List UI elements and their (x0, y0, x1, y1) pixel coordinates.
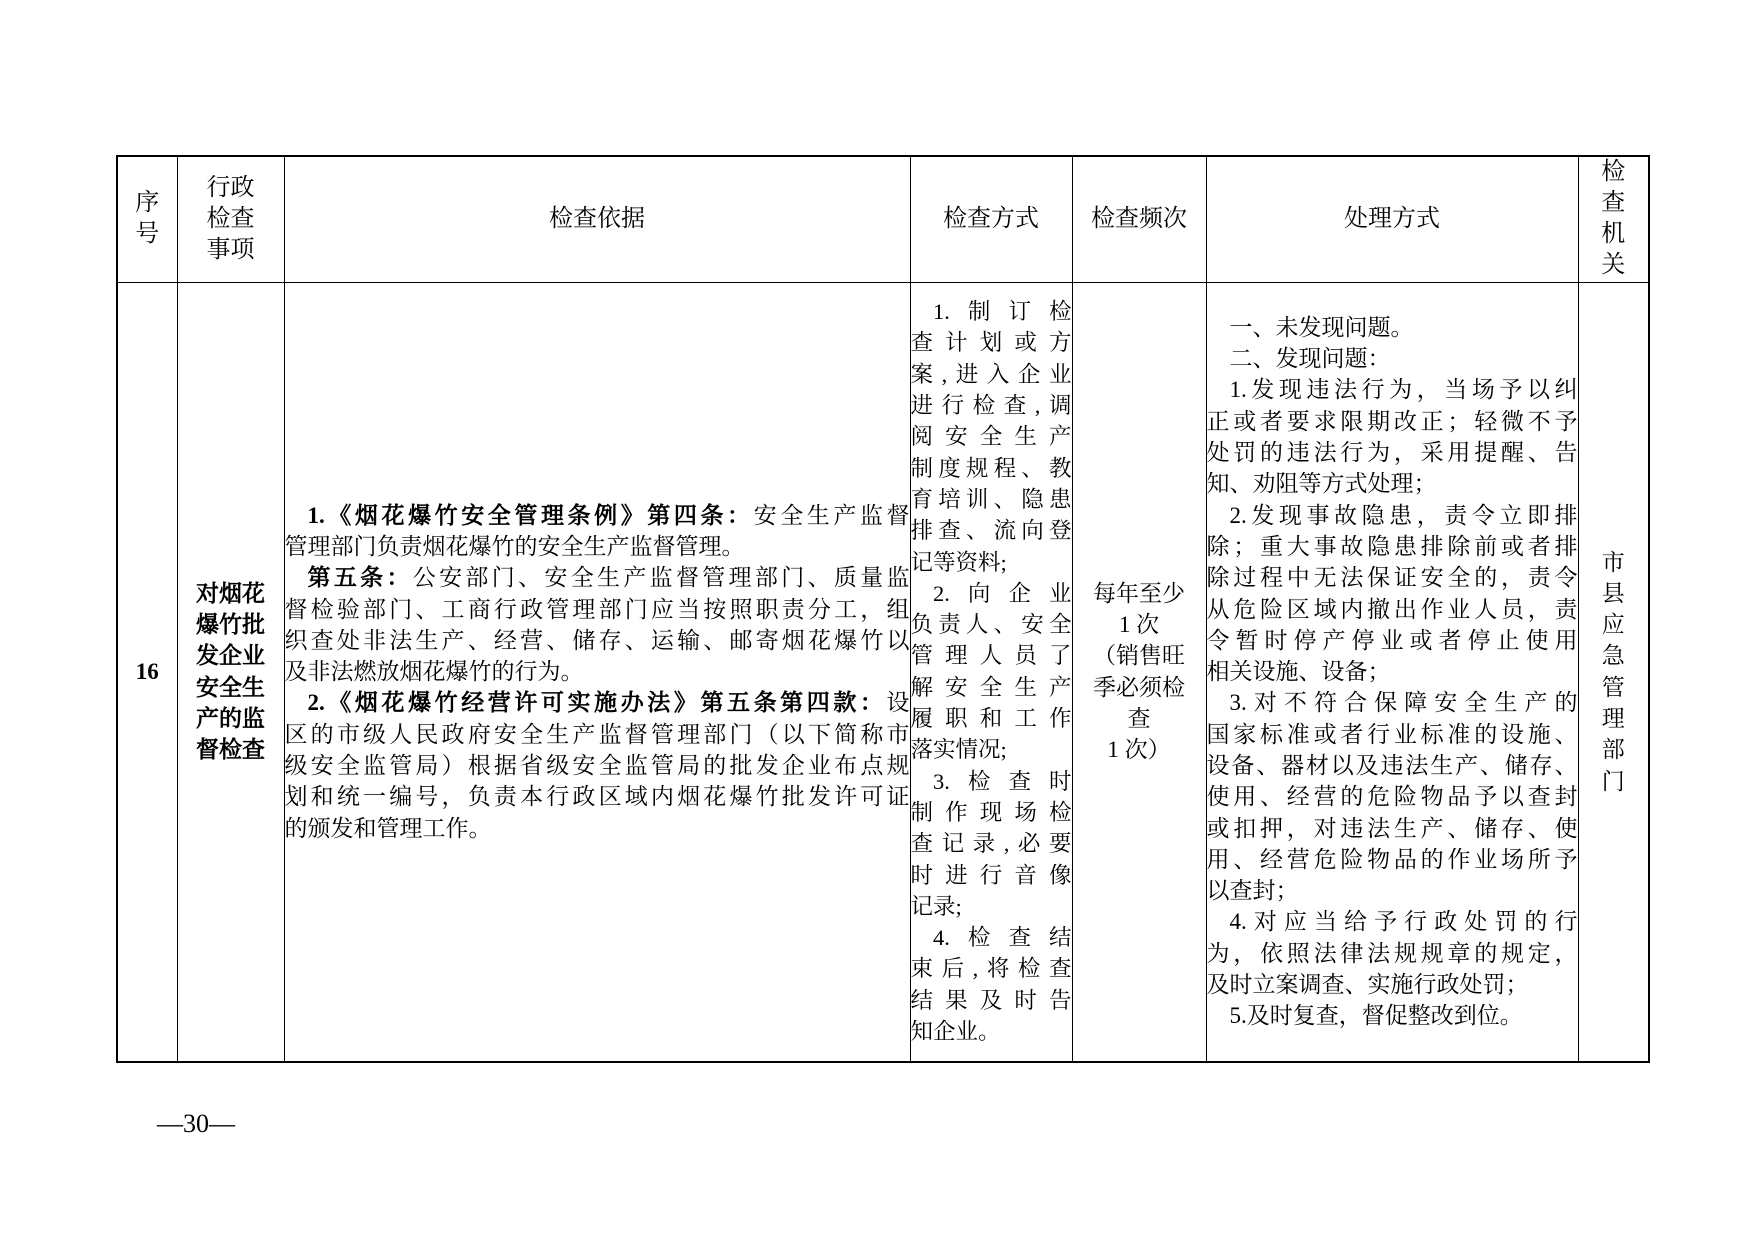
header-item-line: 行政 (206, 174, 255, 201)
item-line: 安全生 (196, 674, 265, 700)
header-authority-line: 查 (1601, 190, 1626, 217)
header-seq (117, 156, 177, 282)
header-handling-label: 处理方式 (1344, 205, 1440, 232)
header-authority (1578, 156, 1649, 282)
handling-line: 正或者要求限期改正；轻微不予 (1206, 408, 1578, 434)
row-frequency-cell (1072, 282, 1206, 1062)
method-line: 负责人、安全 (910, 612, 1072, 638)
basis-clause-label: 第五条： (307, 565, 413, 591)
basis-line: 督检验部门、工商行政管理部门应当按照职责分工，组 (284, 596, 910, 622)
table-header-row (117, 156, 1649, 282)
authority-line: 应 (1601, 612, 1625, 638)
handling-line: 4.对应当给予行政处罚的行 (1229, 909, 1578, 935)
handling-line: 5.及时复查，督促整改到位。 (1229, 1003, 1523, 1029)
frequency-line: 查 (1127, 706, 1151, 732)
item-line: 督检查 (196, 737, 265, 763)
header-method-label: 检查方式 (943, 205, 1039, 232)
handling-line: 从危险区域内撤出作业人员，责 (1206, 596, 1578, 622)
method-line: 进行检查,调 (910, 393, 1072, 419)
header-authority-line: 机 (1601, 221, 1626, 248)
row-item-cell (177, 282, 284, 1062)
header-item (177, 156, 284, 282)
frequency-line: 1 次） (1107, 737, 1171, 763)
basis-text: 设 (886, 690, 910, 716)
handling-line: 用、经营危险物品的作业场所予 (1206, 846, 1578, 872)
method-line: 阅安全生产 (910, 424, 1072, 450)
basis-line (285, 562, 910, 593)
handling-line: 一、未发现问题。 (1229, 314, 1414, 340)
authority-line: 急 (1601, 643, 1625, 669)
frequency-line: （销售旺 (1093, 643, 1185, 669)
basis-line: 的颁发和管理工作。 (284, 815, 492, 841)
authority-line: 理 (1601, 706, 1625, 732)
authority-line: 县 (1601, 580, 1625, 606)
basis-line: 管理部门负责烟花爆竹的安全生产监督管理。 (284, 533, 745, 559)
header-method (910, 156, 1072, 282)
table-row (117, 282, 1649, 1062)
method-line: 案,进入企业 (910, 361, 1072, 387)
method-line: 解安全生产 (910, 674, 1072, 700)
method-line: 知企业。 (910, 1019, 1001, 1045)
handling-line: 令暂时停产停业或者停止使用 (1206, 627, 1578, 653)
method-line: 制度规程、教 (910, 455, 1072, 481)
method-line: 时进行音像 (910, 862, 1072, 888)
handling-line: 相关设施、设备； (1206, 659, 1391, 685)
handling-line: 以查封； (1206, 878, 1299, 904)
header-authority-line: 检 (1601, 159, 1626, 186)
handling-line: 设备、器材以及违法生产、储存、 (1206, 752, 1578, 778)
row-basis-cell (284, 282, 910, 1062)
method-line: 查记录,必要 (910, 831, 1072, 857)
header-seq-line: 号 (135, 221, 160, 248)
basis-line: 级安全监管局）根据省级安全监管局的批发企业布点规 (284, 752, 910, 778)
page-number: —30— (157, 1109, 235, 1138)
authority-line: 部 (1601, 737, 1625, 763)
header-frequency-label: 检查频次 (1091, 205, 1187, 232)
method-line: 3.检查时 (933, 768, 1072, 794)
row-handling-cell (1206, 282, 1578, 1062)
header-item-line: 事项 (206, 236, 255, 263)
handling-line: 国家标准或者行业标准的设施、 (1206, 721, 1578, 747)
method-line: 束后,将检查 (910, 956, 1072, 982)
method-line: 育培训、隐患 (910, 486, 1072, 512)
method-line: 2.向企业 (933, 580, 1072, 606)
method-line: 4.检查结 (933, 925, 1072, 951)
basis-line (285, 500, 910, 531)
method-line: 记录; (910, 893, 962, 919)
basis-text: 安全生产监督 (753, 502, 910, 528)
header-basis-label: 检查依据 (549, 205, 645, 232)
handling-line: 及时立案调查、实施行政处罚； (1206, 972, 1529, 998)
handling-line: 为，依照法律法规规章的规定， (1206, 940, 1578, 966)
method-line: 1.制订检 (933, 299, 1072, 325)
row-authority-cell (1578, 282, 1649, 1062)
item-line: 产的监 (196, 706, 265, 732)
method-line: 落实情况; (910, 737, 1007, 763)
basis-line: 区的市级人民政府安全生产监督管理部门（以下简称市 (284, 721, 910, 747)
method-line: 记等资料; (910, 549, 1007, 575)
handling-line: 除；重大事故隐患排除前或者排 (1206, 533, 1578, 559)
frequency-line: 季必须检 (1093, 674, 1185, 700)
authority-line: 市 (1601, 549, 1625, 575)
method-line: 履职和工作 (910, 706, 1072, 732)
method-line: 结果及时告 (910, 987, 1072, 1013)
basis-clause-label: 2.《烟花爆竹经营许可实施办法》第五条第四款： (307, 690, 887, 716)
basis-line: 织查处非法生产、经营、储存、运输、邮寄烟花爆竹以 (284, 627, 910, 653)
authority-line: 管 (1601, 674, 1625, 700)
basis-clause-label: 1.《烟花爆竹安全管理条例》第四条： (307, 502, 754, 528)
row-seq-number: 16 (135, 659, 159, 685)
handling-line: 除过程中无法保证安全的，责令 (1206, 565, 1578, 591)
handling-line: 2.发现事故隐患，责令立即排 (1229, 502, 1578, 528)
handling-line: 3.对不符合保障安全生产的 (1229, 690, 1578, 716)
item-line: 发企业 (196, 643, 265, 669)
basis-text: 公安部门、安全生产监督管理部门、质量监 (412, 565, 910, 591)
header-authority-line: 关 (1601, 252, 1626, 279)
handling-line: 知、劝阻等方式处理； (1206, 471, 1437, 497)
handling-line: 处罚的违法行为，采用提醒、告 (1206, 440, 1578, 466)
handling-line: 1.发现违法行为，当场予以纠 (1229, 377, 1578, 403)
header-frequency (1072, 156, 1206, 282)
inspection-table (116, 155, 1650, 1063)
handling-line: 或扣押，对违法生产、储存、使 (1206, 815, 1578, 841)
header-item-line: 检查 (206, 205, 255, 232)
method-line: 查计划或方 (910, 330, 1072, 356)
method-line: 管理人员了 (910, 643, 1072, 669)
authority-line: 门 (1601, 768, 1625, 794)
basis-line: 划和统一编号，负责本行政区域内烟花爆竹批发许可证 (284, 784, 910, 810)
header-basis (284, 156, 910, 282)
item-line: 爆竹批 (196, 612, 265, 638)
method-line: 制作现场检 (910, 799, 1072, 825)
row-method-cell (910, 282, 1072, 1062)
method-line: 排查、流向登 (910, 518, 1072, 544)
basis-line: 及非法燃放烟花爆竹的行为。 (284, 659, 584, 685)
handling-line: 二、发现问题： (1229, 346, 1391, 372)
item-line: 对烟花 (196, 580, 265, 606)
frequency-line: 1 次 (1118, 612, 1160, 638)
header-seq-line: 序 (135, 190, 160, 217)
frequency-line: 每年至少 (1093, 580, 1185, 606)
basis-line (285, 687, 910, 718)
handling-line: 使用、经营的危险物品予以查封 (1206, 784, 1578, 810)
header-handling (1206, 156, 1578, 282)
row-seq-cell (117, 282, 177, 1062)
